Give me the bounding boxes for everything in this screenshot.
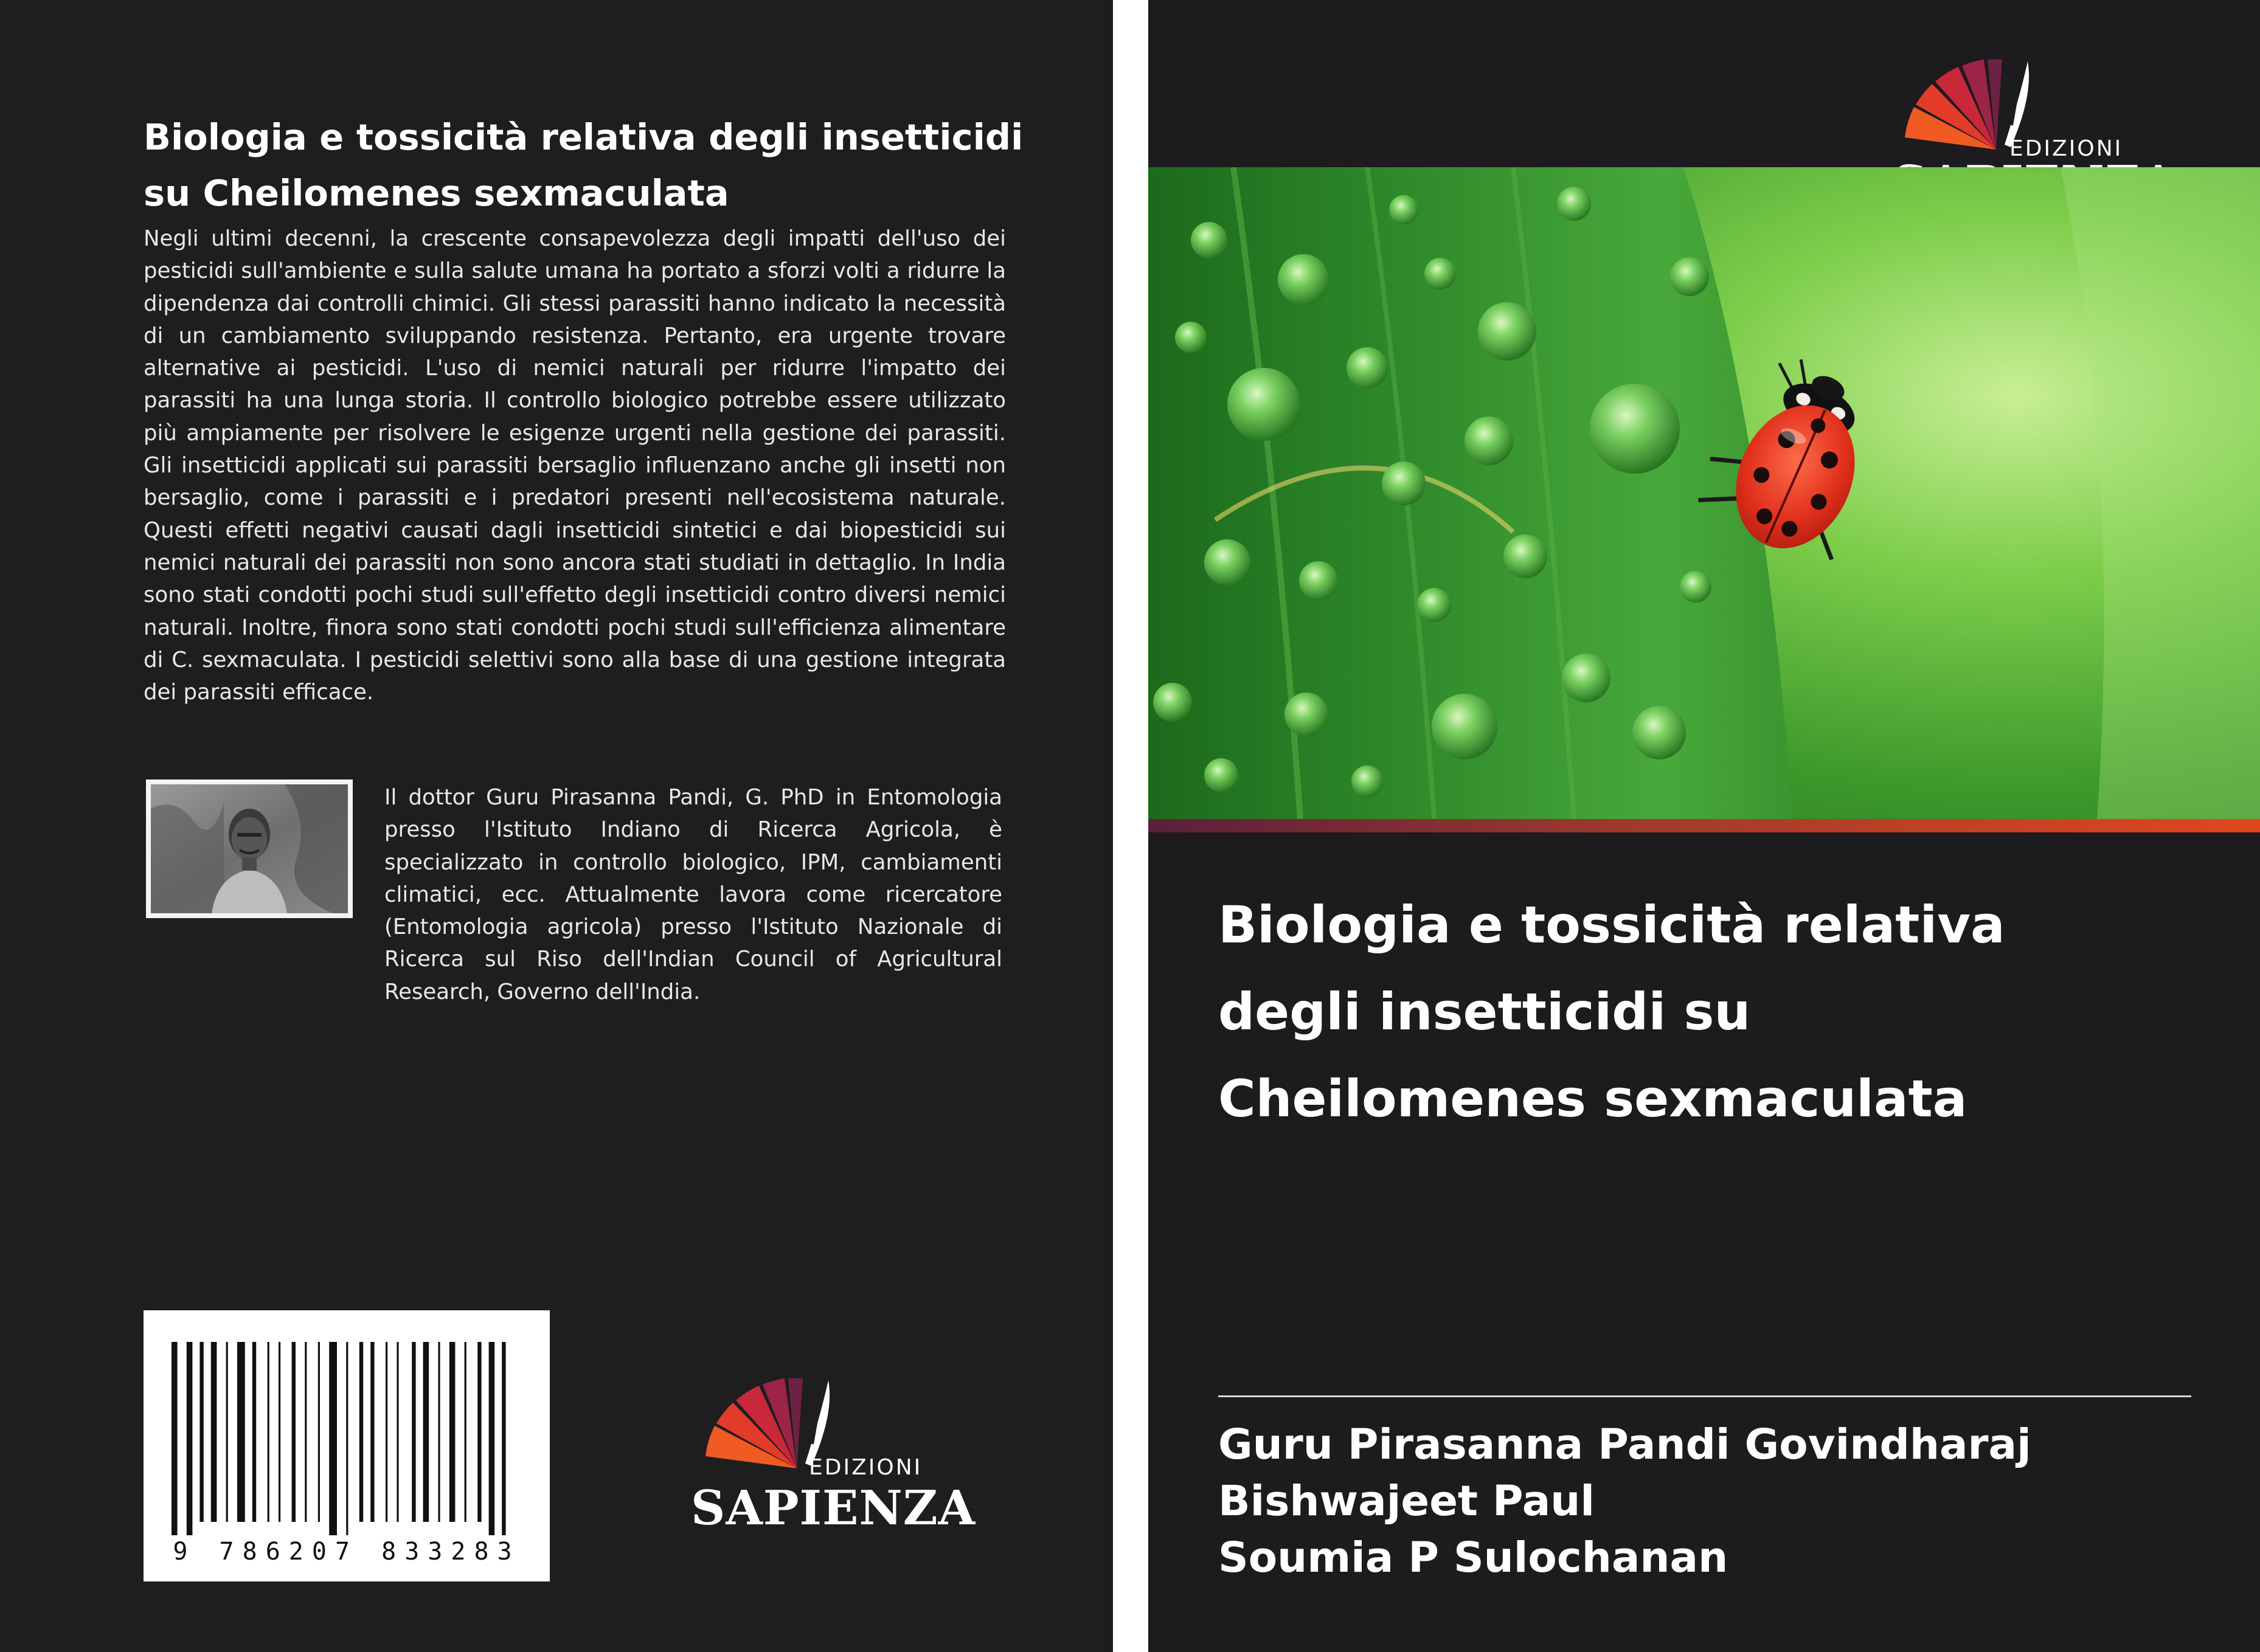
barcode-bar [412,1342,415,1522]
author-name-3: Soumia P Sulochanan [1218,1533,1728,1582]
barcode-bar [237,1342,245,1522]
publisher-logo-back [681,1377,976,1536]
barcode-bar [438,1342,440,1522]
barcode-bar [359,1342,363,1522]
barcode-bar [199,1342,203,1522]
barcode-bar [370,1342,374,1522]
barcode-bar [423,1342,429,1522]
cover-photo [1148,167,2260,819]
ladybug-on-leaf-image [1148,167,2260,819]
barcode-bar [502,1342,505,1535]
barcode-bar [305,1342,307,1522]
title-color-strip [1148,819,2260,832]
isbn-barcode [144,1310,550,1581]
publisher-edizioni-label: EDIZIONI [809,1455,923,1480]
barcode-bar [449,1342,456,1522]
front-title-line-2: degli insetticidi su [1218,982,1751,1042]
front-title-line-1: Biologia e tossicità relativa [1218,895,2005,955]
back-cover-title: Biologia e tossicità relativa degli insetticidi su Cheilomenes sexmaculata [144,116,1024,214]
author-list [1218,1417,2222,1586]
author-divider [1218,1395,2191,1397]
front-cover-title [1218,882,2167,1142]
author-portrait-image [151,784,348,913]
author-name-2: Bishwajeet Paul [1218,1477,1595,1526]
publisher-name-label: SAPIENZA [691,1481,976,1536]
back-cover [0,0,1113,1652]
barcode-bar [329,1342,337,1535]
barcode-bar [292,1342,296,1522]
author-name-1: Guru Pirasanna Pandi Govindharaj [1218,1420,2031,1469]
barcode-bar [489,1342,495,1535]
barcode-bar [397,1342,398,1522]
barcode-bar [279,1342,280,1522]
isbn-number: 9 786207 833283 [173,1538,521,1566]
barcode-bar [346,1342,348,1535]
front-title-line-3: Cheilomenes sexmaculata [1218,1069,1967,1128]
barcode-bar [465,1342,466,1522]
publisher-edizioni-label: EDIZIONI [2009,136,2123,161]
barcode-bar [318,1342,320,1522]
back-cover-blurb: Negli ultimi decenni, la crescente consapevolezza degli impatti dell'uso dei pesticidi sull'ambiente e sulla salute umana ha portato a sforzi volti a ridurre la dipendenza dai controlli chimici. Gli stessi parassiti hanno indicato la necessità di un cambiamento sviluppando resistenza. Pertanto, era urgente trovare alternative ai pesticidi. L'uso di nemici naturali per ridurre l'impatto dei parassiti ha una lunga storia. Il controllo biologico potrebbe essere utilizzato più ampiamente per risolvere le esigenze urgenti nella gestione dei parassiti. Gli insetticidi applicati sui parassiti bersaglio influenzano anche gli insetti non bersaglio, come i parassiti e i predatori presenti nell'ecosistema naturale. Questi effetti negativi causati dagli insetticidi sintetici e dai biopesticidi sui nemici naturali dei parassiti non sono ancora stati studiati in dettaglio. In India sono stati condotti pochi studi sull'effetto degli insetticidi contro diversi nemici naturali. Inoltre, finora sono stati condotti pochi studi sull'efficienza alimentare di C. sexmaculata. I pesticidi selettivi sono alla base di una gestione integrata dei parassiti efficace. [144,226,1006,705]
barcode-bar [187,1342,193,1535]
barcode-bar [211,1342,217,1522]
author-bio: Il dottor Guru Pirasanna Pandi, G. PhD in Entomologia presso l'Istituto Indiano di Ricerca Agricola, è specializzato in controllo biologico, IPM, cambiamenti climatici, ecc. Attualmente lavora come ricercatore (Entomologia agricola) presso l'Istituto Nazionale di Ricerca sul Riso dell'Indian Council of Agricultural Research, Governo dell'India. [384,785,1002,1004]
barcode-bar [226,1342,228,1522]
author-photo [146,779,353,918]
barcode-bar [172,1342,178,1535]
barcode-bar [477,1342,481,1522]
barcode-bar [268,1342,269,1522]
barcode-bar [386,1342,387,1522]
barcode-bar [252,1342,256,1522]
